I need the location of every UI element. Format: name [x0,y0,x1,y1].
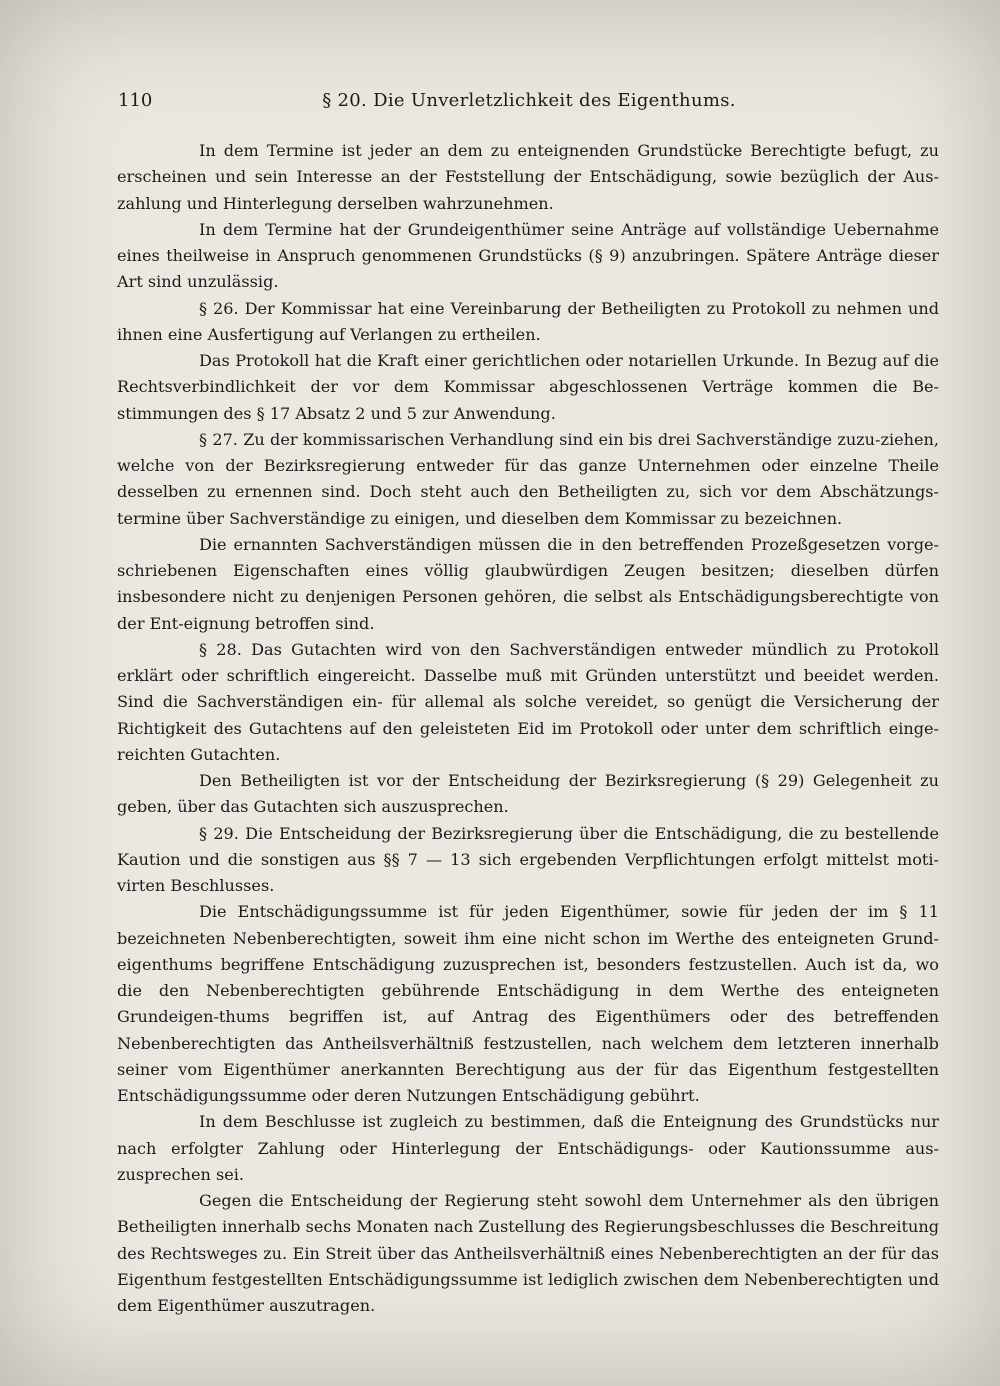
paragraph: In dem Beschlusse ist zugleich zu bestimmen, daß die Enteignung des Grundstücks nur nach erfolgter Zahlung oder Hinterlegung der Entschädigungs- oder Kautionssumme aus-zusprechen sei. [117,1112,939,1184]
page-number: 110 [118,90,153,111]
paragraph: § 29. Die Entscheidung der Bezirksregierung über die Entschädigung, die zu bestellende Kaution und die sonstigen aus §§ 7 — 13 sich ergebenden Verpflichtungen erfolgt mittelst moti-virten Beschlusses. [117,823,939,895]
paragraph: § 27. Zu der kommissarischen Verhandlung sind ein bis drei Sachverständige zuzu-ziehen, welche von der Bezirksregierung entweder für das ganze Unternehmen oder einzelne Theile desselben zu ernennen sind. Doch steht auch den Betheiligten zu, sich vor dem Abschätzungs-termine über Sachverständige zu einigen, und dieselben dem Kommissar zu bezeichnen. [117,429,939,528]
running-title: § 20. Die Unverletzlichkeit des Eigenthums. [322,90,736,111]
paragraph: Das Protokoll hat die Kraft einer gerichtlichen oder notariellen Urkunde. In Bezug auf die Rechtsverbindlichkeit der vor dem Kommissar abgeschlossenen Verträge kommen die Be-stimmungen des § 17 Absatz 2 und 5 zur Anwendung. [117,351,939,423]
paragraph: Gegen die Entscheidung der Regierung steht sowohl dem Unternehmer als den übrigen Betheiligten innerhalb sechs Monaten nach Zustellung des Regierungsbeschlusses die Beschreitung des Rechtsweges zu. Ein Streit über das Antheilsverhältniß eines Nebenberechtigten an der für das Eigenthum festgestellten Entschädigungssumme ist lediglich zwischen dem Nebenberechtigten und dem Eigenthümer auszutragen. [117,1191,939,1315]
paragraph: § 28. Das Gutachten wird von den Sachverständigen entweder mündlich zu Protokoll erklärt oder schriftlich eingereicht. Dasselbe muß mit Gründen unterstützt und beeidet werden. Sind die Sachverständigen ein- für allemal als solche vereidet, so genügt die Versicherung der Richtigkeit des Gutachtens auf den geleisteten Eid im Protokoll oder unter dem schriftlich einge-reichten Gutachten. [117,639,939,764]
paragraph: In dem Termine hat der Grundeigenthümer seine Anträge auf vollständige Uebernahme eines theilweise in Anspruch genommenen Grundstücks (§ 9) anzubringen. Spätere Anträge dieser Art sind unzulässig. [117,219,939,292]
paragraph: Die ernannten Sachverständigen müssen die in den betreffenden Prozeßgesetzen vorge-schriebenen Eigenschaften eines völlig glaubwürdigen Zeugen besitzen; dieselben dürfen insbesondere nicht zu denjenigen Personen gehören, die selbst als Entschädigungsberechtigte von der Ent-eignung betroffen sind. [117,534,939,633]
page-body [117,138,939,1319]
paragraph: § 26. Der Kommissar hat eine Vereinbarung der Betheiligten zu Protokoll zu nehmen und ihnen eine Ausfertigung auf Verlangen zu ertheilen. [117,298,939,344]
page-header [118,90,940,116]
paragraph: In dem Termine ist jeder an dem zu enteignenden Grundstücke Berechtigte befugt, zu erscheinen und sein Interesse an der Feststellung der Entschädigung, sowie bezüglich der Aus-zahlung und Hinterlegung derselben wahrzunehmen. [117,141,939,213]
paragraph: Den Betheiligten ist vor der Entscheidung der Bezirksregierung (§ 29) Gelegenheit zu geben, über das Gutachten sich auszusprechen. [117,771,939,817]
paragraph: Die Entschädigungssumme ist für jeden Eigenthümer, sowie für jeden der im § 11 bezeichneten Nebenberechtigten, soweit ihm eine nicht schon im Werthe des enteigneten Grund-eigenthums begriffene Entschädigung zuzusprechen ist, besonders festzustellen. Auch ist da, wo die den Nebenberechtigten gebührende Entschädigung in dem Werthe des enteigneten Grundeigen-thums begriffen ist, auf Antrag des Eigenthümers oder des betreffenden Nebenberechtigten das Antheilsverhältniß festzustellen, nach welchem dem letzteren innerhalb seiner vom Eigenthümer anerkannten Berechtigung aus der für das Eigenthum festgestellten Entschädigungssumme oder deren Nutzungen Entschädigung gebührt. [117,902,939,1105]
